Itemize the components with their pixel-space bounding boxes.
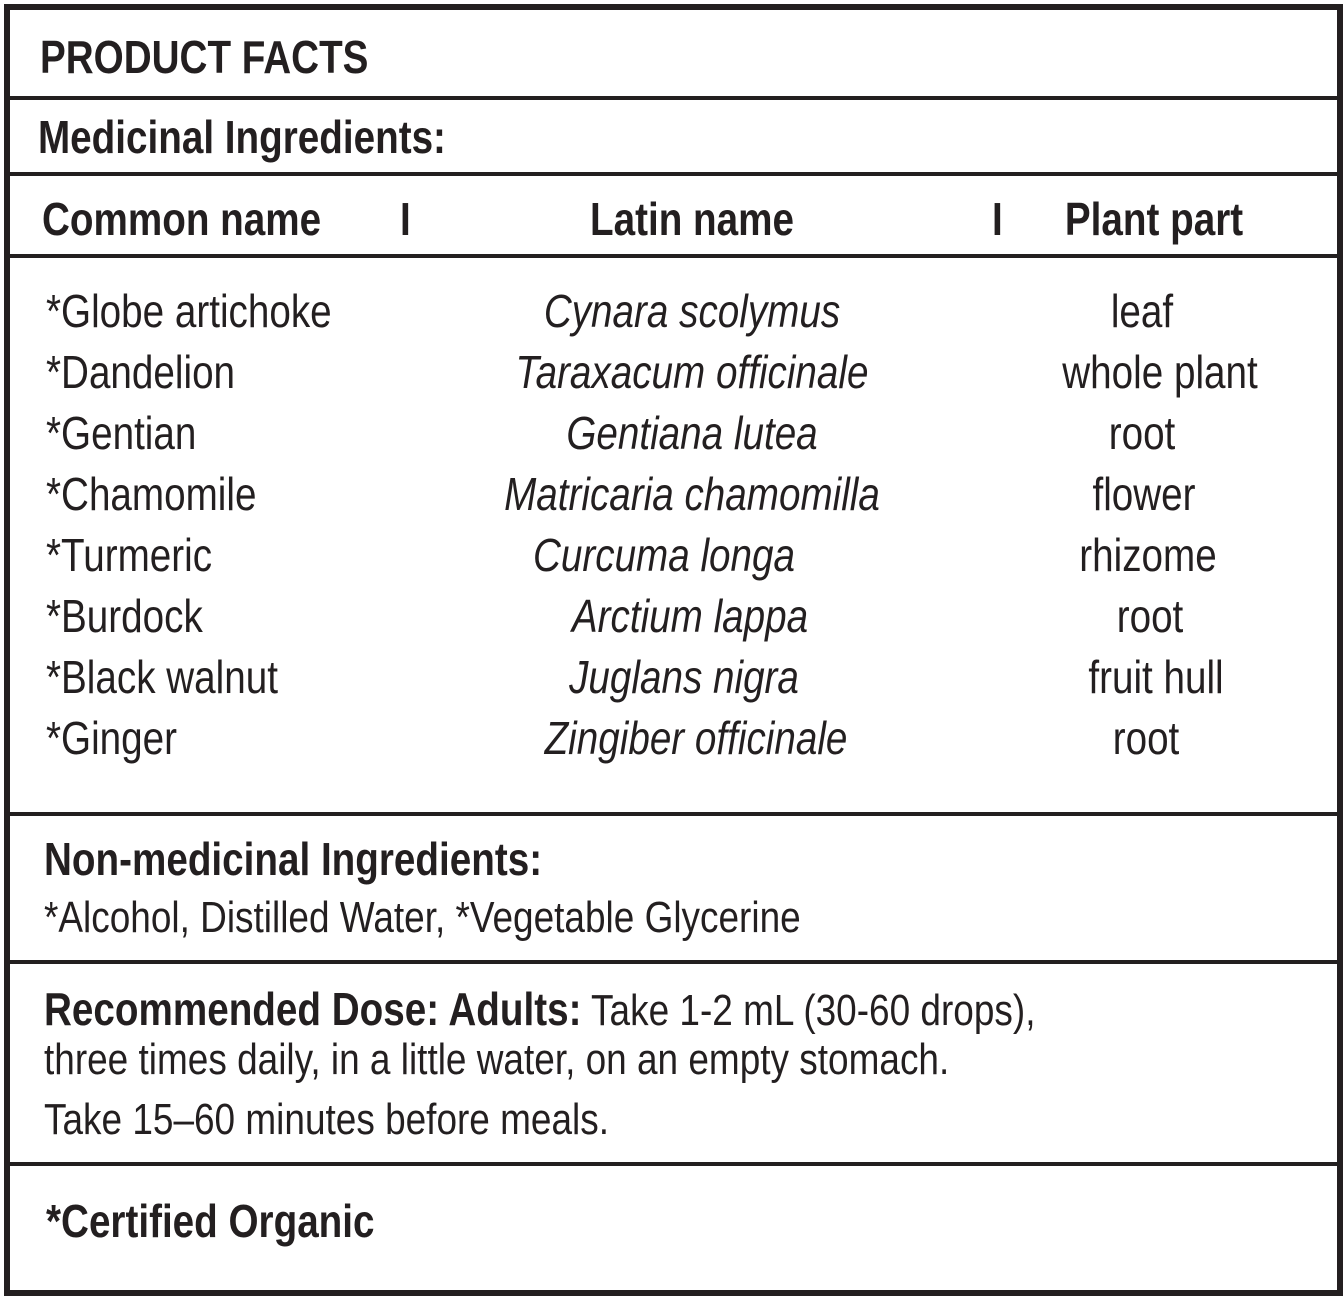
ingredient-latin-name: Curcuma longa xyxy=(532,529,796,581)
ingredient-plant-part: root xyxy=(1116,590,1184,642)
ingredient-common-name: *Burdock xyxy=(46,590,203,642)
ingredient-plant-part: root xyxy=(1108,407,1176,459)
ingredient-common-name: *Black walnut xyxy=(46,651,278,703)
ingredient-common-name: *Dandelion xyxy=(46,346,236,398)
column-header-plant-part: Plant part xyxy=(1064,193,1244,245)
ingredient-latin-name: Taraxacum officinale xyxy=(515,346,869,398)
divider xyxy=(10,254,1337,258)
divider xyxy=(10,812,1337,816)
divider xyxy=(10,96,1337,100)
dose-line-2: three times daily, in a little water, on an empty stomach. xyxy=(44,1035,950,1084)
ingredient-plant-part: leaf xyxy=(1110,285,1174,337)
non-medicinal-text: *Alcohol, Distilled Water, *Vegetable Glycerine xyxy=(44,893,801,942)
column-separator: I xyxy=(400,193,411,245)
ingredient-latin-name: Matricaria chamomilla xyxy=(504,468,880,520)
ingredient-latin-name: Arctium lappa xyxy=(571,590,809,642)
ingredient-plant-part: root xyxy=(1112,712,1180,764)
dose-line-3: Take 15–60 minutes before meals. xyxy=(44,1095,610,1144)
panel-title: PRODUCT FACTS xyxy=(40,31,369,83)
ingredient-common-name: *Gentian xyxy=(46,407,197,459)
ingredient-plant-part: whole plant xyxy=(1062,346,1258,398)
ingredient-latin-name: Juglans nigra xyxy=(569,651,799,703)
column-header-latin-name: Latin name xyxy=(590,193,794,245)
ingredient-latin-name: Zingiber officinale xyxy=(544,712,848,764)
ingredient-latin-name: Cynara scolymus xyxy=(543,285,841,337)
column-separator: I xyxy=(992,193,1003,245)
ingredient-common-name: *Ginger xyxy=(46,712,178,764)
dose-text: Take 1-2 mL (30-60 drops), xyxy=(581,986,1036,1035)
ingredient-common-name: *Chamomile xyxy=(46,468,257,520)
ingredient-common-name: *Turmeric xyxy=(46,529,213,581)
dose-label: Recommended Dose: Adults: xyxy=(44,983,582,1035)
ingredient-plant-part: rhizome xyxy=(1079,529,1217,581)
column-header-common-name: Common name xyxy=(42,193,322,245)
dose-line-1 xyxy=(44,983,1036,1035)
product-facts-panel xyxy=(4,4,1343,1296)
medicinal-heading: Medicinal Ingredients: xyxy=(38,111,446,163)
certified-organic-footnote: *Certified Organic xyxy=(46,1195,375,1247)
non-medicinal-heading: Non-medicinal Ingredients: xyxy=(44,833,543,885)
divider xyxy=(10,1162,1337,1166)
ingredient-plant-part: fruit hull xyxy=(1088,651,1224,703)
ingredient-plant-part: flower xyxy=(1092,468,1196,520)
ingredient-latin-name: Gentiana lutea xyxy=(566,407,818,459)
ingredient-common-name: *Globe artichoke xyxy=(46,285,332,337)
divider xyxy=(10,172,1337,176)
divider xyxy=(10,960,1337,964)
